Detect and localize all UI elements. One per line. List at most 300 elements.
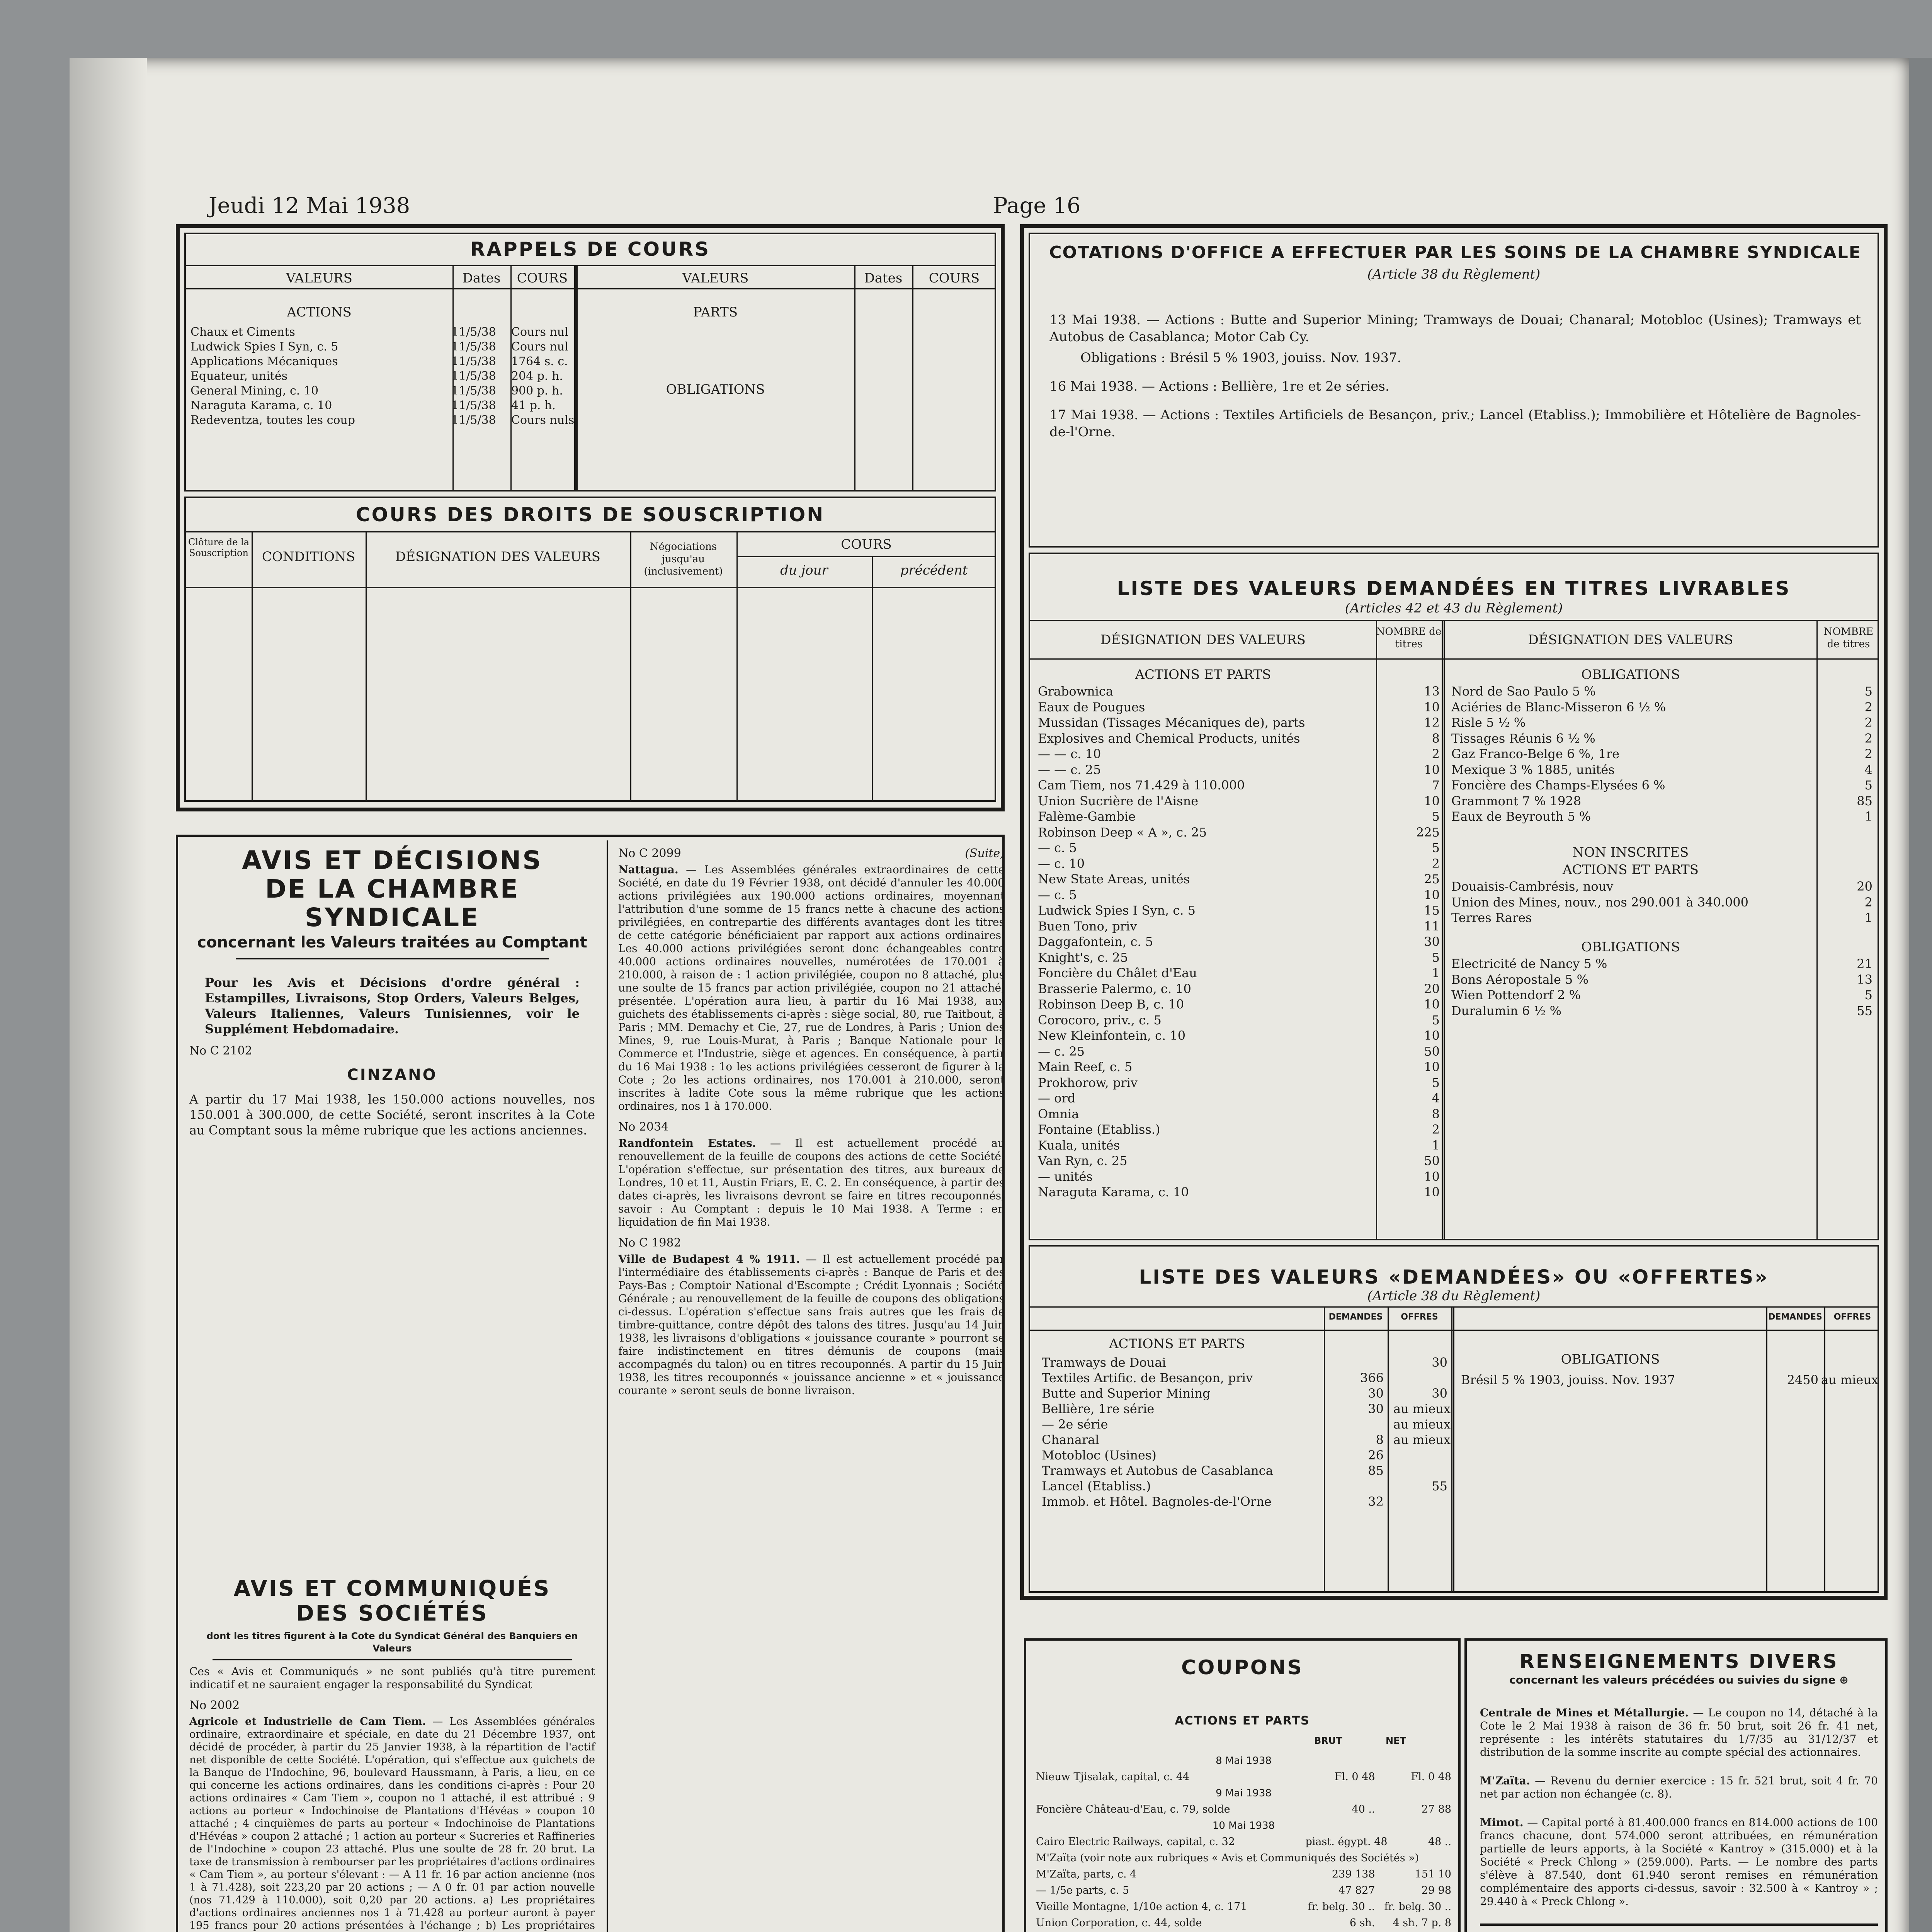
table-cell: — c. 25: [1038, 1044, 1085, 1059]
table-cell: Brésil 5 % 1903, jouiss. Nov. 1937: [1461, 1372, 1675, 1387]
avis-communiques-note: dont les titres figurent à la Cote du Syndicat Général des Banquiers en Valeurs: [206, 1631, 578, 1654]
table-cell: — — c. 10: [1038, 747, 1101, 761]
table-row: [1038, 1169, 1440, 1185]
h-net: NET: [1386, 1735, 1406, 1746]
table-cell: au mieux: [1821, 1372, 1878, 1387]
item-text: — Le coupon no 14, détaché à la Cote le 2 Mai 1938 à raison de 36 fr. 50 brut, soit 26 fr. 41 net, représente : les intérêts statutaires du 1/7/35 au 31/12/37 et distribution de la somme inscrite au compte spécial des actionnaires.: [1480, 1706, 1878, 1759]
table-row: General Mining, c. 10 11/5/38 900 p. h.: [190, 384, 563, 398]
table-cell: 50: [1424, 1153, 1440, 1168]
company-cinzano: CINZANO: [347, 1066, 437, 1084]
table-row: [1038, 981, 1440, 997]
table-cell: Falème-Gambie: [1038, 809, 1136, 824]
table-row: [1451, 895, 1872, 910]
table-cell: Daggafontein, c. 5: [1038, 934, 1153, 949]
right-tables-frame: [1020, 224, 1888, 1600]
item-text: — Les Assemblées générales ordinaire, extraordinaire et spéciale, en date du 21 Décembre 1937, ont décidé de procéder, à partir du 25 Janvier 1938, à la répartition de l'actif net disponible de cette Société. L'opération, qui s'effectue aux guichets de la Banque de l'Indochine, 96, boulevard Haussmann, à Paris, a lieu, en ce qui concerne les actions ordinaires, dans les conditions ci-après : Pour 20 actions ordinaires « Cam Tiem », coupon no 1 attaché, il est attribué : 9 actions au porteur « Indochinoise de Plantations d'Hévéas » coupon 10 attaché ; 4 cinquièmes de parts au porteur « Indochinoise de Plantations d'Hévéas » coupon 2 attaché ; 1 action au porteur « Sucreries et Raffineries de l'Indochine » coupon 23 attaché. Plus une soulte de 28 fr. 20 brut. La taxe de transmission à rembourser par les propriétaires d'actions ordinaires « Cam Tiem », au porteur s'élevant : — A 11 fr. 16 par action ancienne (nos 1 à 71.428), soit 223,20 par 20 actions ; — A 0 fr. 01 par action nouvelle (nos 71.429 à 110.000), soit 0,20 par 20 actions. a) Les propriétaires d'actions ordinaires anciennes nos 1 à 71.428 au porteur auront à payer 195 francs pour 20 actions présentées à l'échange ; b) Les propriétaires: [189, 1716, 595, 1932]
table-cell: fr. belg. 30 ..: [1384, 1901, 1451, 1913]
table-row: [1451, 777, 1872, 793]
droits-souscription-table: [184, 497, 996, 802]
table-cell: 2: [1864, 699, 1872, 714]
table-row: [1042, 1478, 1447, 1494]
table-cell: Union Sucrière de l'Aisne: [1038, 793, 1199, 808]
table-cell: 30: [1432, 1355, 1447, 1370]
cotations-lines: [1049, 311, 1861, 444]
table-row: [1038, 1044, 1440, 1060]
table-row: [1451, 1003, 1872, 1019]
table-cell: 30: [1368, 1401, 1384, 1416]
table-row: [1038, 903, 1440, 918]
item-title: Centrale de Mines et Métallurgie.: [1480, 1706, 1689, 1719]
table-row: [1038, 856, 1440, 872]
table-cell: New State Areas, unités: [1038, 872, 1190, 886]
h-nombre-left: NOMBRE de titres: [1376, 626, 1442, 650]
table-cell: au mieux: [1393, 1432, 1451, 1447]
h-designation: DÉSIGNATION DES VALEURS: [395, 549, 600, 565]
table-row: [1038, 762, 1440, 778]
table-cell: [1393, 1447, 1447, 1463]
table-cell: Ludwick Spies I Syn, c. 5: [1038, 903, 1196, 918]
table-row: [1036, 1834, 1451, 1850]
h-demandes-right: DEMANDES: [1768, 1312, 1822, 1322]
page-binding-shadow: [70, 58, 147, 1932]
table-cell: 10: [1424, 1028, 1440, 1043]
coupon-date: 9 Mai 1938: [1216, 1787, 1272, 1799]
table-row: [1038, 699, 1440, 715]
table-cell: Omnia: [1038, 1106, 1079, 1121]
table-cell: 5: [1432, 809, 1440, 824]
parts-label: PARTS: [693, 304, 738, 320]
table-cell: — c. 5: [1038, 840, 1077, 855]
cotations-title: COTATIONS D'OFFICE A EFFECTUER PAR LES SOINS DE LA CHAMBRE SYNDICALE: [1049, 243, 1861, 262]
ni-oblig-head: OBLIGATIONS: [1581, 939, 1680, 955]
table-cell: 2: [1864, 731, 1872, 746]
livrables-actions-head: ACTIONS ET PARTS: [1135, 667, 1271, 682]
table-row: [1042, 1494, 1447, 1509]
h-nombre-right: NOMBRE de titres: [1823, 626, 1874, 650]
offertes-actions-head: ACTIONS ET PARTS: [1109, 1336, 1245, 1352]
table-row: [1036, 1866, 1451, 1883]
table-row: [1451, 972, 1872, 988]
suite-header: No C 2099 (Suite): [618, 847, 1005, 860]
table-cell: 8: [1432, 731, 1440, 746]
item-title: Mimot.: [1480, 1816, 1524, 1829]
item-ref: No C 1982: [618, 1236, 681, 1250]
table-cell: 4: [1864, 762, 1872, 777]
item-ref: No 2034: [618, 1120, 669, 1134]
ni-actions-list: [1451, 879, 1872, 926]
table-cell: Prokhorow, priv: [1038, 1075, 1138, 1090]
col-valeurs-right: VALEURS: [682, 270, 749, 286]
table-cell: — — c. 25: [1038, 762, 1101, 777]
table-cell: Fontaine (Etabliss.): [1038, 1122, 1160, 1137]
table-cell: 47 827: [1338, 1884, 1375, 1896]
table-row: [1038, 1153, 1440, 1169]
avis-communiques-disclaimer: Ces « Avis et Communiqués » ne sont publiés qu'à titre purement indicatif et ne sauraient engager la responsabilité du Syndicat: [189, 1665, 595, 1691]
table-row: [1038, 950, 1440, 966]
table-row: [1038, 1075, 1440, 1091]
table-cell: [1333, 1355, 1384, 1370]
renseignements-subtitle: concernant les valeurs précédées ou suivies du signe ⊕: [1509, 1673, 1849, 1686]
rappels-title: RAPPELS DE COURS: [470, 238, 711, 260]
table-cell: 29 98: [1421, 1884, 1451, 1896]
h-cloture: Clôture de la Souscription: [188, 537, 250, 558]
table-row: Ludwick Spies I Syn, c. 5 11/5/38 Cours nul: [190, 340, 568, 354]
table-cell: 15: [1424, 903, 1440, 918]
table-cell: Bons Aéropostale 5 %: [1451, 972, 1588, 987]
table-cell: 2: [1864, 895, 1872, 910]
table-cell: Duralumin 6 ½ %: [1451, 1003, 1561, 1018]
table-row: [1038, 825, 1440, 840]
table-cell: Grabownica: [1038, 684, 1113, 699]
h-demandes-left: DEMANDES: [1328, 1312, 1383, 1322]
table-cell: Chanaral: [1042, 1432, 1099, 1447]
table-cell: 40 ..: [1352, 1803, 1375, 1815]
table-cell: Mexique 3 % 1885, unités: [1451, 762, 1615, 777]
table-cell: 30: [1424, 934, 1440, 949]
h-conditions: CONDITIONS: [262, 549, 355, 565]
table-row: [1042, 1355, 1447, 1370]
table-cell: 366: [1360, 1371, 1384, 1385]
table-cell: Kuala, unités: [1038, 1138, 1120, 1153]
table-cell: Nieuw Tjisalak, capital, c. 44: [1036, 1771, 1190, 1783]
table-cell: 10: [1424, 887, 1440, 902]
table-row: [1038, 715, 1440, 731]
table-cell: [1306, 1850, 1375, 1866]
table-cell: 151 10: [1415, 1868, 1451, 1880]
item-title: Nattagua.: [618, 863, 679, 876]
table-row: Naraguta Karama, c. 10 11/5/38 41 p. h.: [190, 399, 556, 412]
table-row: [1042, 1370, 1447, 1386]
table-cell: 13: [1424, 684, 1440, 699]
table-row: [1451, 987, 1872, 1003]
avis-ref: No C 2102: [189, 1044, 252, 1058]
cotation-line: 17 Mai 1938. — Actions : Textiles Artificiels de Besançon, priv.; Lancel (Etabliss.); Immobilière et Hôtelière de Bagnoles-de-l'Orne.: [1049, 407, 1861, 440]
offertes-oblig-head: OBLIGATIONS: [1561, 1352, 1660, 1367]
table-cell: Tissages Réunis 6 ½ %: [1451, 731, 1595, 746]
table-row: [1042, 1447, 1447, 1463]
table-row: [1451, 762, 1872, 778]
table-cell: [1393, 1463, 1447, 1478]
header-date: Jeudi 12 Mai 1938: [209, 193, 410, 218]
coupons-box: [1024, 1638, 1461, 1932]
table-cell: 10: [1424, 793, 1440, 808]
table-cell: Explosives and Chemical Products, unités: [1038, 731, 1300, 746]
table-cell: 5: [1864, 684, 1872, 699]
table-cell: Motobloc (Usines): [1042, 1448, 1156, 1463]
table-cell: Fl. 0 48: [1334, 1771, 1375, 1783]
table-cell: 10: [1424, 1060, 1440, 1074]
table-cell: Eaux de Beyrouth 5 %: [1451, 809, 1591, 824]
table-cell: Van Ryn, c. 25: [1038, 1153, 1128, 1168]
coupons-title: COUPONS: [1181, 1656, 1303, 1679]
item-title: Ville de Budapest 4 % 1911.: [618, 1253, 800, 1265]
item-text: — Capital porté à 81.400.000 francs en 814.000 actions de 100 francs chacune, dont 574.000 seront attribuées, en rémunération partielle de leurs apports, à la Société « Kantroy » (315.000) et à la Société « Preck Chlong » (259.000). Parts. — Le nombre des parts s'élève à 87.540, dont 61.940 seront remises en rémunération complémentaire des apports ci-dessus, savoir : 32.500 à « Kantroy » ; 29.440 à « Preck Chlong ».: [1480, 1816, 1878, 1908]
item-title: M'Zaïta.: [1480, 1774, 1530, 1787]
table-row: Redeventza, toutes les coup 11/5/38 Cours nuls: [190, 413, 575, 427]
livrables-oblig-head: OBLIGATIONS: [1581, 667, 1680, 682]
suite-item: [618, 1137, 1005, 1229]
item-title: Randfontein Estates.: [618, 1137, 756, 1150]
rens-item: [1480, 1706, 1878, 1759]
table-row: [1038, 1184, 1440, 1200]
table-cell: 55: [1432, 1479, 1447, 1493]
table-cell: piast. égypt. 48: [1305, 1836, 1388, 1848]
table-row: [1451, 731, 1872, 747]
table-cell: 11: [1424, 918, 1440, 934]
table-cell: Textiles Artific. de Besançon, priv: [1042, 1371, 1253, 1385]
table-cell: 50: [1424, 1044, 1440, 1059]
h-designation-left: DÉSIGNATION DES VALEURS: [1100, 632, 1306, 648]
des-societes-title: DES SOCIÉTÉS: [296, 1601, 488, 1626]
livrables-actions-list: [1038, 684, 1440, 1200]
coupons-actions-list: [1036, 1753, 1451, 1932]
table-cell: M'Zaïta (voir note aux rubriques « Avis et Communiqués des Sociétés »): [1036, 1852, 1419, 1864]
table-cell: 12: [1424, 715, 1440, 730]
table-row: [1042, 1386, 1447, 1401]
liste-offertes-table: [1029, 1245, 1879, 1593]
col-dates-right: Dates: [864, 270, 903, 286]
table-cell: — c. 10: [1038, 856, 1085, 871]
item-text: — Il est actuellement procédé au renouvellement de la feuille de coupons des actions de cette Société. L'opération s'effectue, sur présentation des titres, aux bureaux de Londres, 10 et 11, Austin Friars, E. C. 2. En conséquence, à partir des dates ci-après, les livraisons devront se faire en titres recouponnés, savoir : Au Comptant : depuis le 10 Mai 1938. A Terme : en liquidation de fin Mai 1938.: [618, 1137, 1005, 1228]
table-cell: Knight's, c. 25: [1038, 950, 1128, 965]
table-cell: 225: [1416, 825, 1440, 840]
table-row: Chaux et Ciments 11/5/38 Cours nul: [190, 325, 568, 339]
item-title: Agricole et Industrielle de Cam Tiem.: [189, 1716, 426, 1728]
table-row: [1038, 684, 1440, 699]
table-cell: Butte and Superior Mining: [1042, 1386, 1211, 1401]
table-cell: Lancel (Etabliss.): [1042, 1479, 1151, 1493]
table-row: [1038, 1012, 1440, 1028]
table-cell: 2: [1432, 856, 1440, 871]
table-cell: 5: [1432, 1075, 1440, 1090]
table-cell: 21: [1857, 956, 1872, 971]
table-row: [1038, 793, 1440, 809]
item-ref: No 2002: [189, 1699, 240, 1712]
table-row: [1451, 715, 1872, 731]
table-cell: Eaux de Pougues: [1038, 699, 1145, 714]
table-row: [1038, 777, 1440, 793]
table-row: [1038, 934, 1440, 950]
h-offres-left: OFFRES: [1401, 1312, 1438, 1322]
table-cell: [1378, 1850, 1451, 1866]
offertes-actions-list: [1042, 1355, 1451, 1509]
table-cell: — 1/5e parts, c. 5: [1036, 1884, 1129, 1896]
table-cell: Bellière, 1re série: [1042, 1401, 1155, 1416]
table-row: [1042, 1417, 1451, 1432]
table-row: [1038, 809, 1440, 825]
table-cell: Brasserie Palermo, c. 10: [1038, 981, 1191, 996]
rappels-de-cours-table: [184, 233, 996, 492]
table-cell: Fl. 0 48: [1411, 1771, 1451, 1783]
table-row: [1038, 1059, 1440, 1075]
table-cell: Douaisis-Cambrésis, nouv: [1451, 879, 1614, 894]
offertes-subtitle: (Article 38 du Règlement): [1367, 1288, 1541, 1304]
table-cell: 32: [1368, 1494, 1384, 1509]
table-cell: Tramways et Autobus de Casablanca: [1042, 1463, 1273, 1478]
table-row: [1038, 1138, 1440, 1153]
table-cell: 2: [1432, 747, 1440, 761]
cinzano-text: A partir du 17 Mai 1938, les 150.000 actions nouvelles, nos 150.001 à 300.000, de cette Société, seront inscrites à la Cote au Comptant sous la même rubrique que les actions anciennes.: [189, 1092, 595, 1138]
table-cell: 55: [1857, 1003, 1872, 1018]
table-cell: 6 sh.: [1349, 1917, 1375, 1929]
table-row: [1451, 956, 1872, 972]
header-page-number: Page 16: [993, 193, 1081, 218]
table-cell: — ord: [1038, 1091, 1076, 1105]
table-row: [1036, 1769, 1451, 1785]
avis-decisions-title: AVIS ET DÉCISIONS: [242, 845, 543, 875]
table-cell: 4 sh. 7 p. 8: [1393, 1917, 1451, 1929]
table-cell: Wien Pottendorf 2 %: [1451, 988, 1581, 1002]
table-cell: Immob. et Hôtel. Bagnoles-de-l'Orne: [1042, 1494, 1272, 1509]
table-cell: — unités: [1038, 1169, 1093, 1184]
table-cell: 48 ..: [1428, 1836, 1451, 1848]
table-row: [1038, 1122, 1440, 1138]
table-row: [1036, 1883, 1451, 1899]
table-cell: 10: [1424, 762, 1440, 777]
table-row: [1038, 918, 1440, 934]
cotation-line: 16 Mai 1938. — Actions : Bellière, 1re et 2e séries.: [1049, 379, 1389, 394]
table-row: [1038, 840, 1440, 856]
cotation-line: 13 Mai 1938. — Actions : Butte and Superior Mining; Tramways de Douai; Chanaral; Motobloc (Usines); Tramways et Autobus de Casablanca; Motor Cab Cy.: [1049, 312, 1861, 345]
table-cell: Nord de Sao Paulo 5 %: [1451, 684, 1596, 699]
table-cell: 20: [1424, 981, 1440, 996]
table-cell: Cam Tiem, nos 71.429 à 110.000: [1038, 778, 1245, 793]
table-row: [1036, 1801, 1451, 1818]
suite-item: [618, 1253, 1005, 1397]
table-cell: Terres Rares: [1451, 910, 1532, 925]
col-valeurs-left: VALEURS: [286, 270, 352, 286]
table-cell: 2: [1432, 1122, 1440, 1137]
table-cell: 26: [1368, 1448, 1384, 1463]
table-cell: Union des Mines, nouv., nos 290.001 à 340.000: [1451, 895, 1749, 910]
table-cell: Foncière des Champs-Elysées 6 %: [1451, 778, 1665, 793]
ni-actions-head: ACTIONS ET PARTS: [1563, 862, 1699, 878]
avis-decisions-subtitle: concernant les Valeurs traitées au Comptant: [197, 934, 587, 951]
table-cell: 5: [1864, 988, 1872, 1002]
h-brut: BRUT: [1314, 1735, 1342, 1746]
table-cell: 13: [1857, 972, 1872, 987]
table-row: [1451, 793, 1872, 809]
table-row: [1038, 731, 1440, 747]
table-cell: 7: [1432, 778, 1440, 793]
non-inscrites-head: NON INSCRITES: [1572, 845, 1689, 860]
table-cell: 85: [1368, 1463, 1384, 1478]
table-cell: Electricité de Nancy 5 %: [1451, 956, 1607, 971]
table-cell: Aciéries de Blanc-Misseron 6 ½ %: [1451, 699, 1666, 714]
droits-title: COURS DES DROITS DE SOUSCRIPTION: [355, 503, 825, 526]
table-cell: 30: [1368, 1386, 1384, 1401]
offertes-oblig-list: [1461, 1372, 1878, 1388]
avis-item: [189, 1715, 595, 1932]
table-row: [1451, 699, 1872, 715]
h-cours: COURS: [841, 537, 892, 552]
table-cell: [1333, 1417, 1384, 1432]
item-text: — Il est actuellement procédé par l'intermédiaire des établissements ci-après : Banque de Paris et des Pays-Bas ; Comptoir National d'Escompte ; Crédit Lyonnais ; Société Générale ; au renouvellement de la feuille de coupons des obligations ci-dessus. L'opération s'effectue sans frais autres que les frais de timbre-quittance, contre dépôt des talons des titres. Jusqu'au 14 Juin 1938, les livraisons d'obligations « jouissance courante » pourront se faire indistinctement en titres démunis de coupons (mais accompagnés du talon) ou en titres recouponnés. A partir du 15 Juin 1938, les titres recouponnés « jouissance ancienne » et « jouissance courante » seront seuls de bonne livraison.: [618, 1253, 1005, 1397]
table-cell: Grammont 7 % 1928: [1451, 793, 1582, 808]
table-cell: 85: [1857, 793, 1872, 808]
table-row: [1038, 871, 1440, 887]
table-row: [1042, 1463, 1447, 1478]
avis-communiques-title: AVIS ET COMMUNIQUÉS: [233, 1576, 551, 1601]
rens-item: [1480, 1774, 1878, 1801]
table-row: [1451, 809, 1872, 825]
table-cell: 5: [1432, 1012, 1440, 1027]
table-cell: 8: [1432, 1106, 1440, 1121]
table-row: [1036, 1915, 1451, 1931]
table-cell: 20: [1857, 879, 1872, 894]
h-precedent: précédent: [900, 563, 968, 578]
table-cell: au mieux: [1393, 1417, 1451, 1432]
table-row: [1451, 879, 1872, 895]
actions-label: ACTIONS: [287, 304, 352, 320]
table-cell: Gaz Franco-Belge 6 %, 1re: [1451, 747, 1620, 761]
rappels-droits-frame: [176, 224, 1005, 811]
coupon-date: 8 Mai 1938: [1216, 1755, 1272, 1767]
table-cell: Main Reef, c. 5: [1038, 1060, 1133, 1074]
table-cell: 1: [1432, 1138, 1440, 1153]
table-row: [1451, 684, 1872, 699]
table-cell: Tramways de Douai: [1042, 1355, 1166, 1370]
table-cell: 30: [1432, 1386, 1447, 1401]
table-cell: Mussidan (Tissages Mécaniques de), parts: [1038, 715, 1305, 730]
col-cours-left: COURS: [517, 270, 568, 286]
table-row: Equateur, unités 11/5/38 204 p. h.: [190, 369, 563, 383]
item-text: — Les Assemblées générales extraordinaires de cette Société, en date du 19 Février 1938, ont décidé d'annuler les 40.000 actions privilégiées aux 190.000 actions ordinaires, moyennant l'attribution d'une somme de 15 francs nette à chacune des actions privilégiées, en contrepartie des différents avantages dont les titres de cette catégorie bénéficiaient par rapport aux actions ordinaires. Les 40.000 actions privilégiées seront donc échangeables contre 40.000 actions ordinaires nouvelles, numérotées de 170.001 à 210.000, à raison de : 1 action privilégiée, coupon no 8 attaché, plus une soulte de 15 francs par action privilégiée, coupon no 21 attaché, présentée. L'opération aura lieu, à partir du 16 Mai 1938, aux guichets des établissements ci-après : siège social, 80, rue Taitbout, à Paris ; MM. Demachy et Cie, 27, rue de Londres, à Paris ; Union des Mines, 9, rue Louis-Murat, à Paris ; Banque Nationale pour le Commerce et l'Industrie, siège et agences. En conséquence, à partir du 16 Mai 1938 : 1o les actions privilégiées cesseront de figurer à la Cote ; 2o les actions ordinaires, nos 170.001 à 210.000, seront inscrites à ladite Cote sous la même rubrique que les actions ordinaires, nos 1 à 170.000.: [618, 863, 1005, 1112]
table-cell: [1393, 1370, 1447, 1386]
table-cell: 27 88: [1421, 1803, 1451, 1815]
table-cell: 5: [1432, 950, 1440, 965]
h-offres-right: OFFRES: [1833, 1312, 1871, 1322]
table-cell: Vieille Montagne, 1/10e action 4, c. 171: [1036, 1901, 1247, 1913]
table-row: [1038, 997, 1440, 1012]
table-row: [1038, 1090, 1440, 1106]
offertes-title: LISTE DES VALEURS «DEMANDÉES» OU «OFFERTES»: [1139, 1266, 1769, 1288]
chambre-syndicale-title: DE LA CHAMBRE SYNDICALE: [265, 874, 519, 932]
table-row: [1451, 910, 1872, 926]
cotation-line: Obligations : Brésil 5 % 1903, jouiss. Nov. 1937.: [1080, 350, 1401, 366]
table-cell: 2: [1864, 747, 1872, 761]
cotations-office-box: [1029, 233, 1879, 548]
col-dates-left: Dates: [462, 270, 501, 286]
table-cell: 1: [1432, 966, 1440, 980]
table-cell: Buen Tono, priv: [1038, 918, 1137, 934]
table-cell: [1393, 1494, 1447, 1509]
h-designation-right: DÉSIGNATION DES VALEURS: [1528, 632, 1733, 648]
suite-section: [618, 846, 1005, 1932]
table-row: [1036, 1850, 1451, 1866]
table-cell: fr. belg. 30 ..: [1308, 1901, 1375, 1913]
table-row: Applications Mécaniques 11/5/38 1764 s. c.: [190, 355, 568, 368]
table-cell: au mieux: [1393, 1401, 1451, 1416]
table-cell: 25: [1424, 872, 1440, 886]
table-cell: 10: [1424, 1185, 1440, 1199]
h-negociations: Négociations jusqu'au (inclusivement): [644, 541, 723, 577]
rens-item: [1480, 1816, 1878, 1908]
table-row: [1038, 1106, 1440, 1122]
table-cell: 2450: [1787, 1372, 1818, 1387]
cotations-subtitle: (Article 38 du Règlement): [1367, 267, 1541, 282]
suite-item: [618, 863, 1005, 1113]
table-row: [1036, 1899, 1451, 1915]
table-row: [1461, 1372, 1878, 1388]
table-cell: 10: [1424, 1169, 1440, 1184]
table-cell: Foncière du Châlet d'Eau: [1038, 966, 1197, 980]
table-cell: Robinson Deep B, c. 10: [1038, 997, 1184, 1012]
table-cell: Corocoro, priv., c. 5: [1038, 1012, 1162, 1027]
table-cell: Naraguta Karama, c. 10: [1038, 1185, 1189, 1199]
table-cell: 1: [1864, 809, 1872, 824]
table-cell: 4: [1432, 1091, 1440, 1105]
